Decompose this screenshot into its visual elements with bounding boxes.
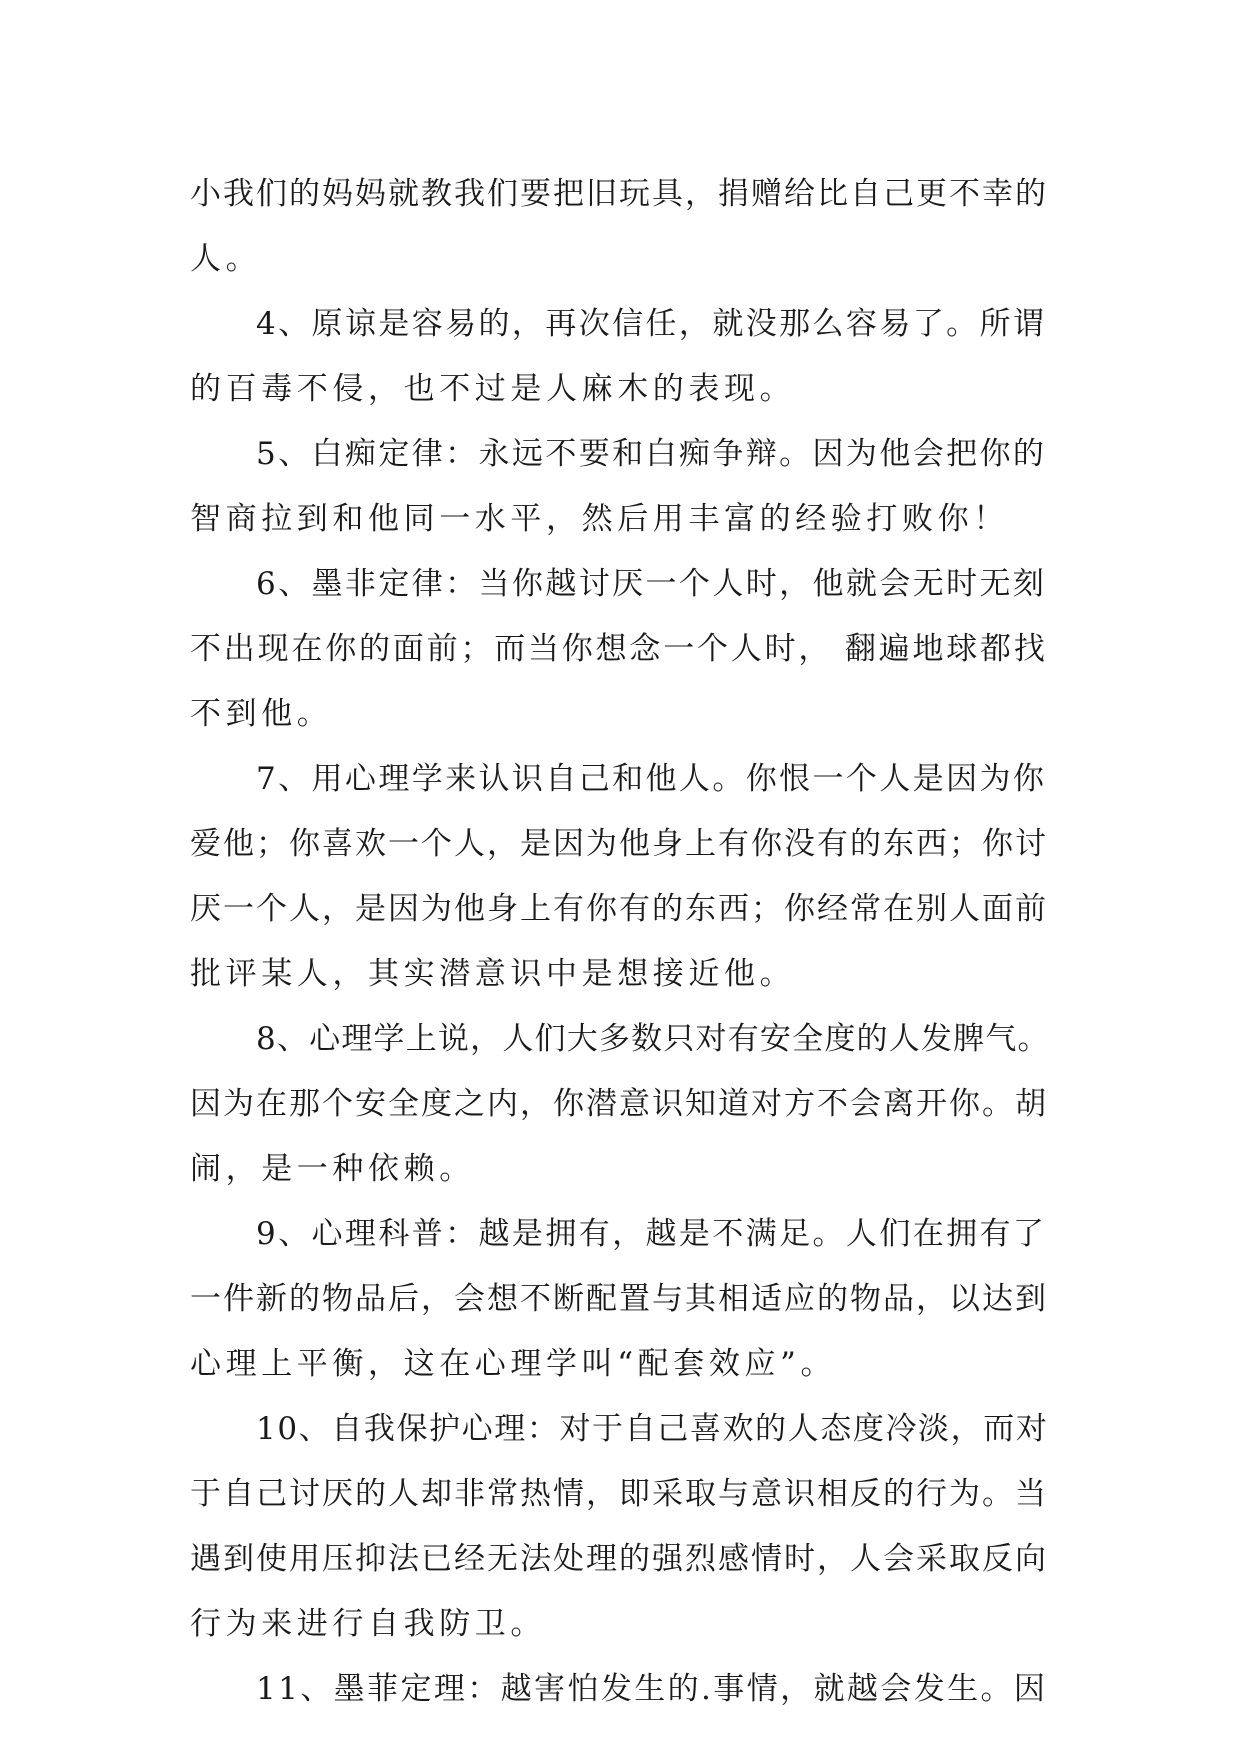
text-line: 11、墨菲定理：越害怕发生的.事情，就越会发生。因 bbox=[256, 1671, 1048, 1707]
text-line: 行为来进行自我防卫。 bbox=[190, 1606, 546, 1642]
paragraph-item-8 bbox=[190, 1007, 1050, 1202]
text-line: 人。 bbox=[190, 241, 262, 277]
paragraph-item-7 bbox=[190, 747, 1050, 1007]
paragraph-item-5 bbox=[190, 422, 1050, 552]
text-line: 因为在那个安全度之内，你潜意识知道对方不会离开你。胡 bbox=[190, 1086, 1048, 1122]
text-line: 批评某人，其实潜意识中是想接近他。 bbox=[190, 956, 796, 992]
text-line: 小我们的妈妈就教我们要把旧玩具，捐赠给比自己更不幸的 bbox=[190, 176, 1048, 212]
text-line: 爱他；你喜欢一个人，是因为他身上有你没有的东西；你讨 bbox=[190, 826, 1048, 862]
text-line: 心理上平衡，这在心理学叫“配套效应”。 bbox=[190, 1346, 837, 1382]
paragraph-item-10 bbox=[190, 1397, 1050, 1657]
text-line: 于自己讨厌的人却非常热情，即采取与意识相反的行为。当 bbox=[190, 1476, 1048, 1512]
document-body bbox=[190, 162, 1050, 1722]
text-line: 遇到使用压抑法已经无法处理的强烈感情时，人会采取反向 bbox=[190, 1541, 1048, 1577]
paragraph-item-11 bbox=[190, 1657, 1050, 1722]
paragraph-item-9 bbox=[190, 1202, 1050, 1397]
paragraph-continued bbox=[190, 162, 1050, 292]
text-line: 不出现在你的面前；而当你想念一个人时， 翻遍地球都找 bbox=[190, 631, 1048, 667]
text-line: 一件新的物品后，会想不断配置与其相适应的物品，以达到 bbox=[190, 1281, 1048, 1317]
text-line: 4、原谅是容易的，再次信任，就没那么容易了。所谓 bbox=[256, 306, 1047, 342]
text-line: 不到他。 bbox=[190, 696, 333, 732]
text-line: 7、用心理学来认识自己和他人。你恨一个人是因为你 bbox=[256, 761, 1047, 797]
text-line: 8、心理学上说，人们大多数只对有安全度的人发脾气。 bbox=[256, 1021, 1050, 1057]
text-line: 厌一个人，是因为他身上有你有的东西；你经常在别人面前 bbox=[190, 891, 1048, 927]
paragraph-item-6 bbox=[190, 552, 1050, 747]
text-line: 10、自我保护心理：对于自己喜欢的人态度冷淡，而对 bbox=[256, 1411, 1049, 1447]
text-line: 5、白痴定律：永远不要和白痴争辩。因为他会把你的 bbox=[256, 436, 1047, 472]
text-line: 智商拉到和他同一水平，然后用丰富的经验打败你！ bbox=[190, 501, 1009, 537]
paragraph-item-4 bbox=[190, 292, 1050, 422]
text-line: 9、心理科普：越是拥有，越是不满足。人们在拥有了 bbox=[256, 1216, 1047, 1252]
text-line: 闹，是一种依赖。 bbox=[190, 1151, 475, 1187]
text-line: 的百毒不侵，也不过是人麻木的表现。 bbox=[190, 371, 796, 407]
text-line: 6、墨非定律：当你越讨厌一个人时，他就会无时无刻 bbox=[256, 566, 1047, 602]
